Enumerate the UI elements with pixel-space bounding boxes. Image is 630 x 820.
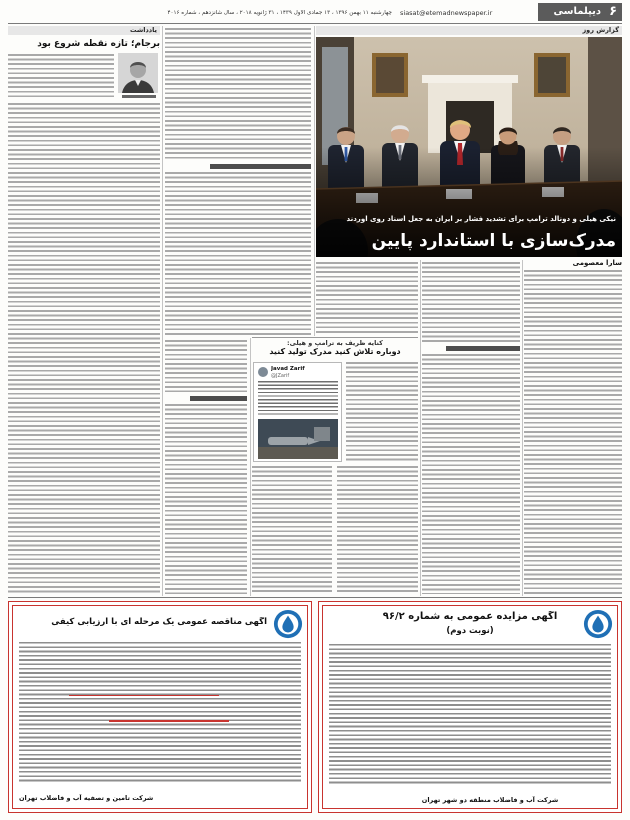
note-label: یادداشت bbox=[129, 26, 157, 34]
tender-ad-body bbox=[19, 642, 301, 782]
tender-ad-title: آگهی مناقصه عمومی یک مرحله ای با ارزیابی کیفی bbox=[51, 617, 267, 627]
article-body-text bbox=[422, 262, 520, 342]
column-rule bbox=[420, 260, 421, 596]
column-rule bbox=[250, 338, 251, 596]
note-body-text bbox=[8, 54, 114, 100]
meeting-photo bbox=[316, 37, 622, 257]
report-label-band bbox=[316, 26, 622, 35]
section-email: siasat@etemadnewspaper.ir bbox=[400, 9, 493, 17]
auction-ad bbox=[318, 601, 622, 813]
article-body-text bbox=[422, 354, 520, 594]
tweet-avatar bbox=[258, 367, 268, 377]
zarif-title: دوباره تلاش کنید مدرک تولید کنید bbox=[269, 347, 401, 356]
column-rule bbox=[314, 26, 315, 336]
auction-ad-issuer: شرکت آب و فاضلاب منطقه دو شهر تهران bbox=[421, 796, 559, 804]
header-rule bbox=[8, 23, 622, 24]
author-name-line bbox=[122, 95, 156, 98]
section-tab bbox=[538, 3, 622, 21]
report-label: گزارش روز bbox=[582, 26, 619, 34]
report-headline: مدرک‌سازی با استاندارد پایین bbox=[371, 231, 616, 251]
zarif-body-text bbox=[337, 466, 418, 594]
tweet-text bbox=[258, 381, 338, 417]
tender-ad-highlight bbox=[69, 695, 219, 697]
tender-ad-issuer: شرکت تامین و تصفیه آب و فاضلاب تهران bbox=[19, 794, 154, 802]
water-company-logo-icon bbox=[273, 609, 303, 639]
auction-ad-body bbox=[329, 644, 611, 786]
article-subhead-line bbox=[210, 164, 311, 169]
article-body-text bbox=[165, 28, 311, 160]
tender-ad bbox=[8, 601, 312, 813]
note-label-band bbox=[8, 26, 160, 35]
article-subhead-line bbox=[190, 396, 247, 401]
note-title: برجام؛ تازه نقطه شروع بود bbox=[37, 39, 160, 49]
tweet-author-handle: @JZarif bbox=[271, 373, 290, 379]
report-subhead: نیکی هیلی و دونالد ترامپ برای تشدید فشار بر ایران به جعل اسناد روی آوردند bbox=[346, 215, 616, 223]
tweet-image bbox=[258, 419, 338, 459]
auction-ad-title: آگهی مزایده عمومی به شماره ۹۶/۲ bbox=[382, 611, 558, 622]
ads-top-rule bbox=[8, 597, 622, 598]
article-subhead-line bbox=[446, 346, 520, 351]
article-body-text bbox=[165, 172, 311, 335]
column-rule bbox=[522, 260, 523, 596]
article-body-text bbox=[165, 340, 247, 392]
tender-ad-highlight bbox=[109, 720, 229, 722]
zarif-top-rule bbox=[252, 337, 418, 338]
tweet-author-name: Javad Zarif bbox=[271, 366, 305, 372]
page-number: ۶ bbox=[609, 4, 617, 19]
main-photo bbox=[316, 37, 622, 257]
zarif-kicker: کنایه ظریف به ترامپ و هیلی: bbox=[287, 339, 383, 347]
column-rule bbox=[162, 26, 163, 596]
article-body-text bbox=[316, 262, 418, 335]
article-body-text bbox=[524, 270, 622, 594]
zarif-body-text bbox=[252, 466, 332, 594]
note-body-text bbox=[8, 103, 160, 593]
article-body-text bbox=[165, 404, 247, 594]
section-name: دیپلماسی bbox=[553, 6, 601, 17]
water-company-logo-icon bbox=[583, 609, 613, 639]
author-photo bbox=[118, 53, 158, 93]
report-byline: سارا معصومی bbox=[572, 259, 622, 267]
auction-ad-round: (نوبت دوم) bbox=[446, 626, 494, 636]
date-line: چهارشنبه ۱۱ بهمن ۱۳۹۶ ، ۱۳ جمادی الاول ۱۴۳۹ ، ۳۱ ژانویه ۲۰۱۸ ، سال شانزدهم ، شماره ۴۰۱۶ bbox=[167, 10, 392, 16]
zarif-body-text bbox=[346, 362, 418, 462]
tweet-card bbox=[253, 362, 342, 462]
